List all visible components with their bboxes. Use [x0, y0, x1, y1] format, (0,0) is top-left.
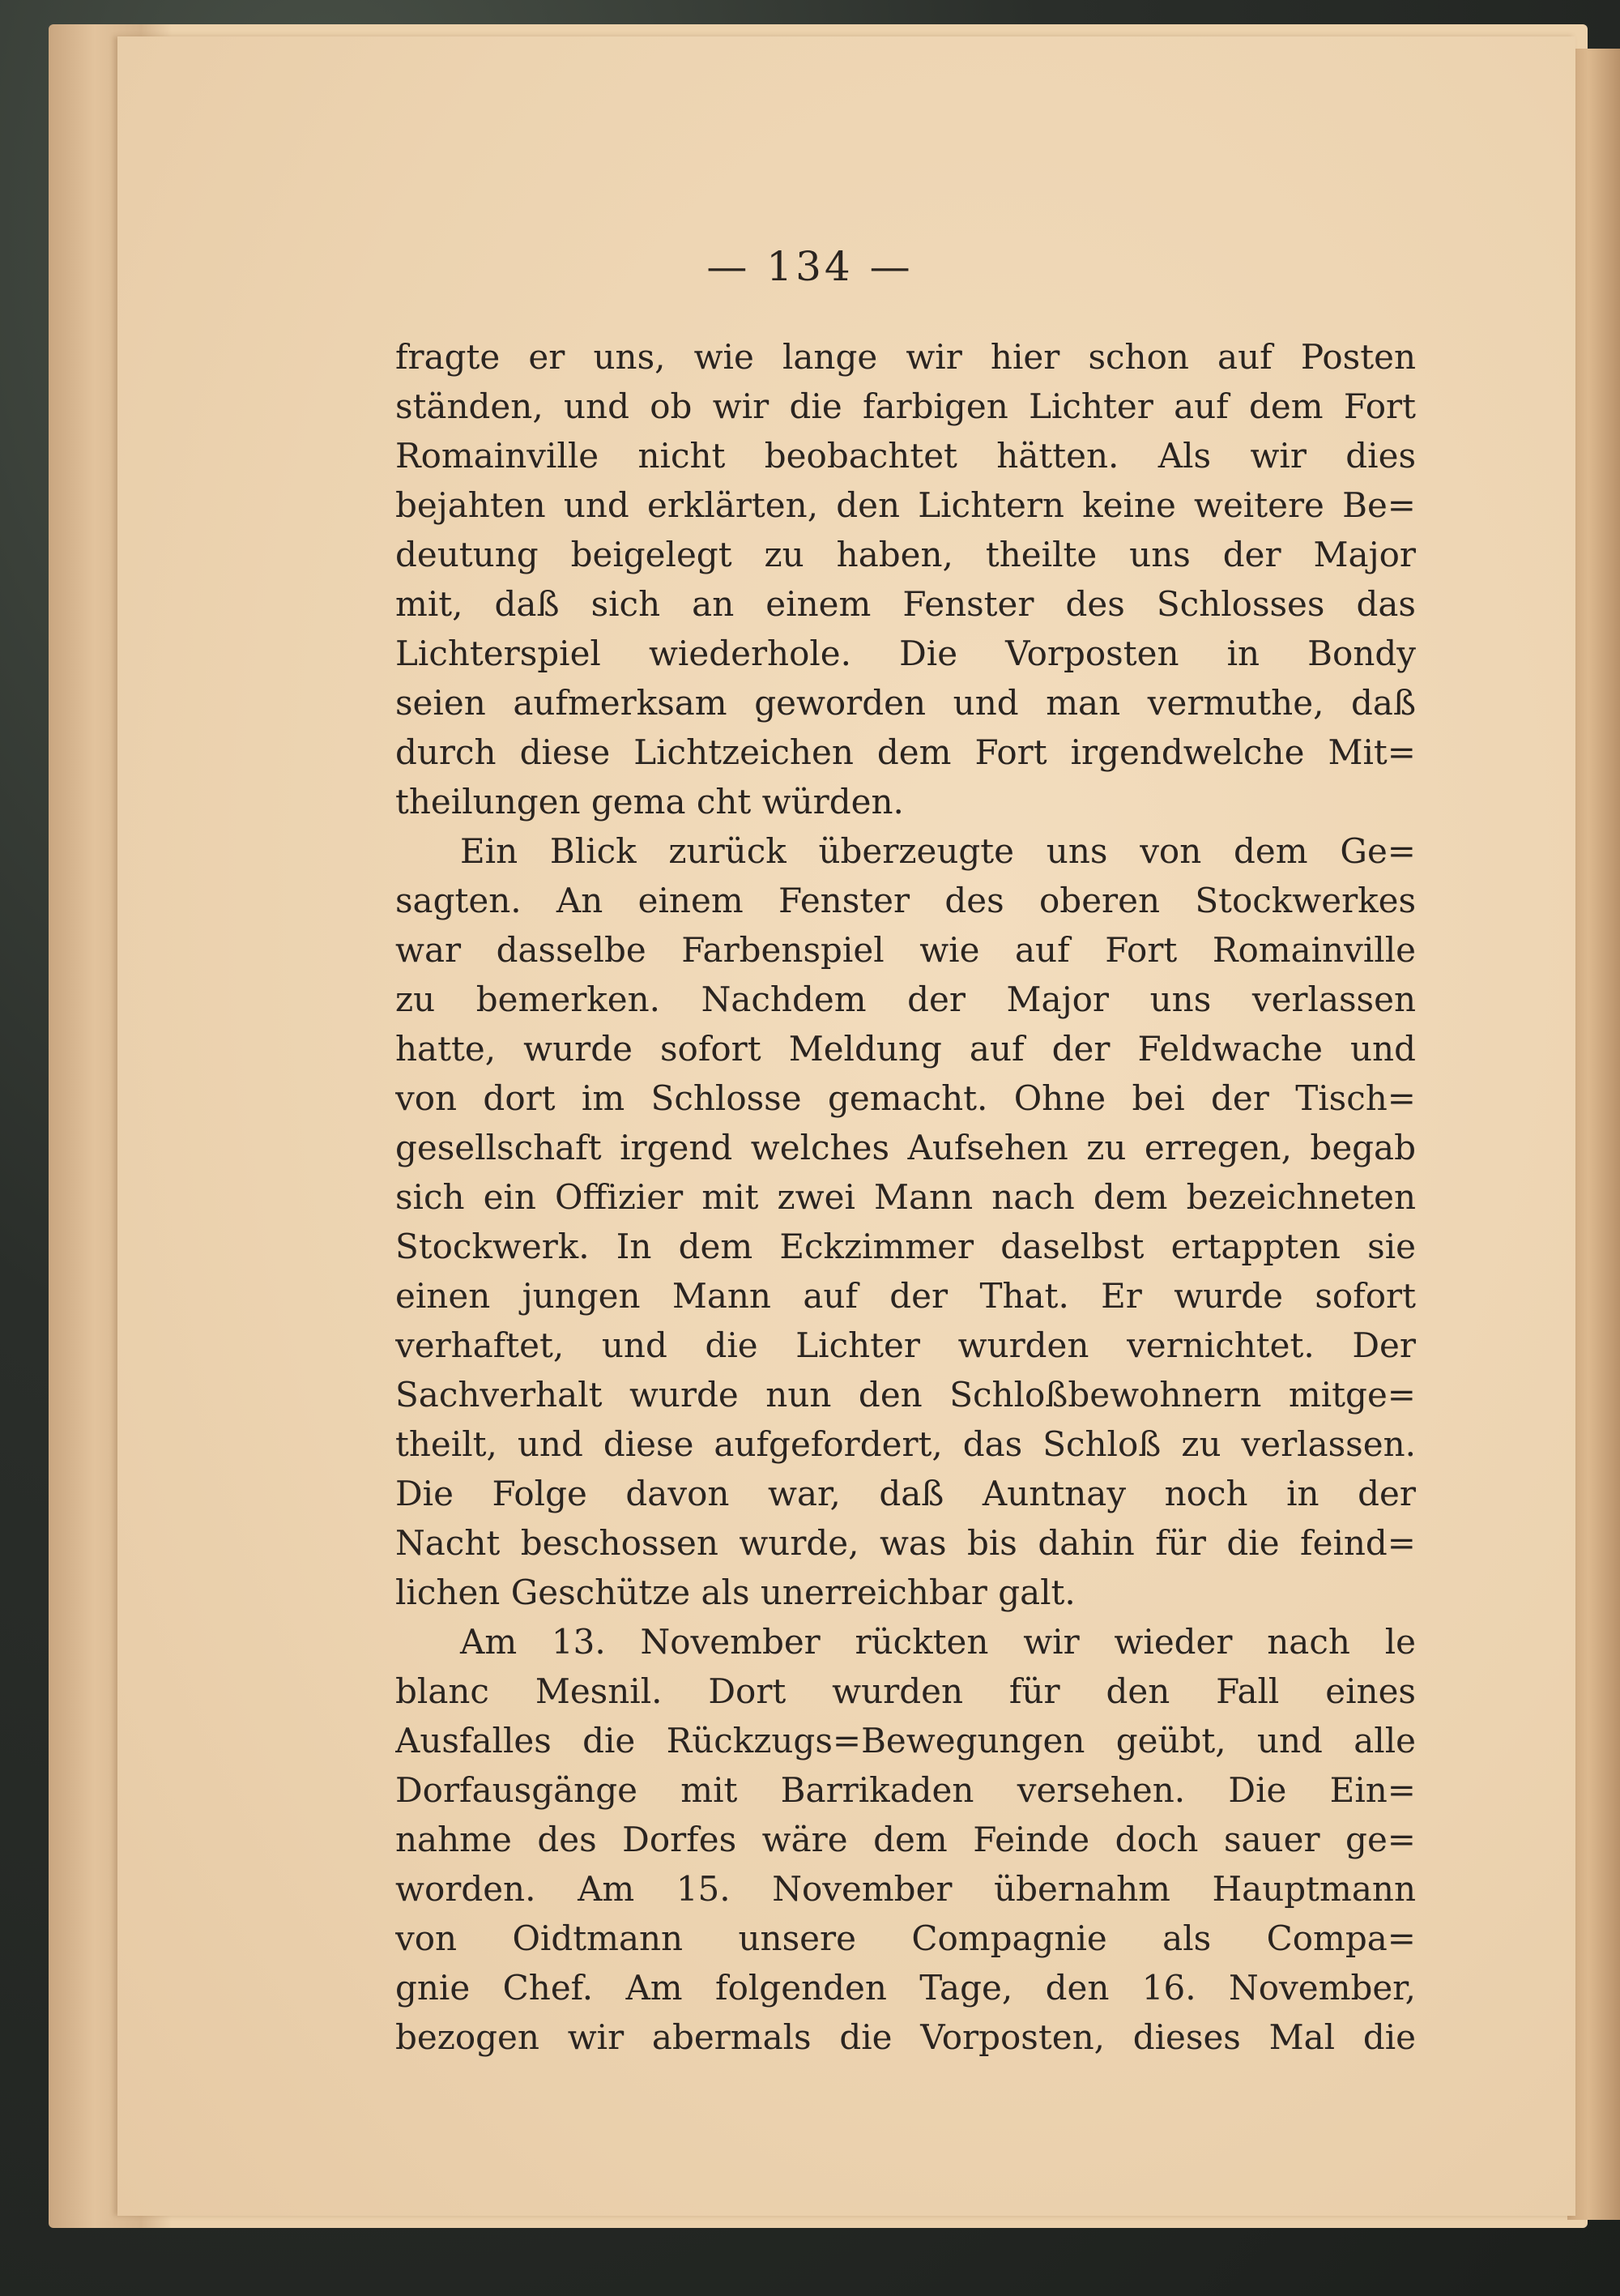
- text-line: sich ein Offizier mit zwei Mann nach dem bezeichneten: [395, 1177, 1416, 1217]
- text-line: Dorfausgänge mit Barrikaden versehen. Die Ein=: [395, 1770, 1416, 1810]
- text-line: hatte, wurde sofort Meldung auf der Feldwache und: [395, 1029, 1416, 1069]
- text-line: mit, daß sich an einem Fenster des Schlosses das: [395, 584, 1416, 624]
- text-line: Sachverhalt wurde nun den Schloßbewohnern mitge=: [395, 1375, 1416, 1415]
- text-line: ständen, und ob wir die farbigen Lichter auf dem Fort: [395, 386, 1416, 426]
- text-line: nahme des Dorfes wäre dem Feinde doch sauer ge=: [395, 1820, 1416, 1859]
- text-line: war dasselbe Farbenspiel wie auf Fort Romainville: [395, 930, 1416, 970]
- text-line: Die Folge davon war, daß Auntnay noch in der: [395, 1474, 1416, 1513]
- text-line: theilungen gema cht würden.: [395, 782, 904, 822]
- text-line: seien aufmerksam geworden und man vermuthe, daß: [395, 683, 1416, 723]
- page-number: — 134 —: [706, 243, 914, 290]
- text-line: deutung beigelegt zu haben, theilte uns der Major: [395, 535, 1416, 574]
- text-line: sagten. An einem Fenster des oberen Stockwerkes: [395, 881, 1416, 920]
- text-line: bezogen wir abermals die Vorposten, dieses Mal die: [395, 2017, 1416, 2057]
- text-line: durch diese Lichtzeichen dem Fort irgendwelche Mit=: [395, 732, 1416, 772]
- text-line: worden. Am 15. November übernahm Hauptmann: [395, 1869, 1416, 1909]
- text-line: verhaftet, und die Lichter wurden vernichtet. Der: [395, 1325, 1416, 1365]
- text-line: Nacht beschossen wurde, was bis dahin für die feind=: [395, 1523, 1416, 1563]
- text-line: gesellschaft irgend welches Aufsehen zu erregen, begab: [395, 1128, 1416, 1167]
- text-line: gnie Chef. Am folgenden Tage, den 16. November,: [395, 1968, 1416, 2008]
- text-line: Ausfalles die Rückzugs=Bewegungen geübt, und alle: [395, 1721, 1416, 1760]
- text-line: lichen Geschütze als unerreichbar galt.: [395, 1573, 1076, 1612]
- text-line: blanc Mesnil. Dort wurden für den Fall eines: [395, 1671, 1416, 1711]
- text-line: einen jungen Mann auf der That. Er wurde sofort: [395, 1276, 1416, 1316]
- text-line: Stockwerk. In dem Eckzimmer daselbst ertappten sie: [395, 1227, 1416, 1266]
- text-line: Ein Blick zurück überzeugte uns von dem Ge=: [460, 831, 1416, 871]
- text-line: bejahten und erklärten, den Lichtern keine weitere Be=: [395, 485, 1416, 525]
- body-text: [395, 332, 1416, 2062]
- text-line: fragte er uns, wie lange wir hier schon auf Posten: [395, 337, 1416, 377]
- text-line: Romainville nicht beobachtet hätten. Als wir dies: [395, 436, 1416, 476]
- text-line: zu bemerken. Nachdem der Major uns verlassen: [395, 979, 1416, 1019]
- text-line: von dort im Schlosse gemacht. Ohne bei der Tisch=: [395, 1078, 1416, 1118]
- text-line: von Oidtmann unsere Compagnie als Compa=: [395, 1918, 1416, 1958]
- text-line: Am 13. November rückten wir wieder nach le: [460, 1622, 1416, 1662]
- text-line: Lichterspiel wiederhole. Die Vorposten in Bondy: [395, 634, 1416, 673]
- text-line: theilt, und diese aufgefordert, das Schloß zu verlassen.: [395, 1424, 1416, 1464]
